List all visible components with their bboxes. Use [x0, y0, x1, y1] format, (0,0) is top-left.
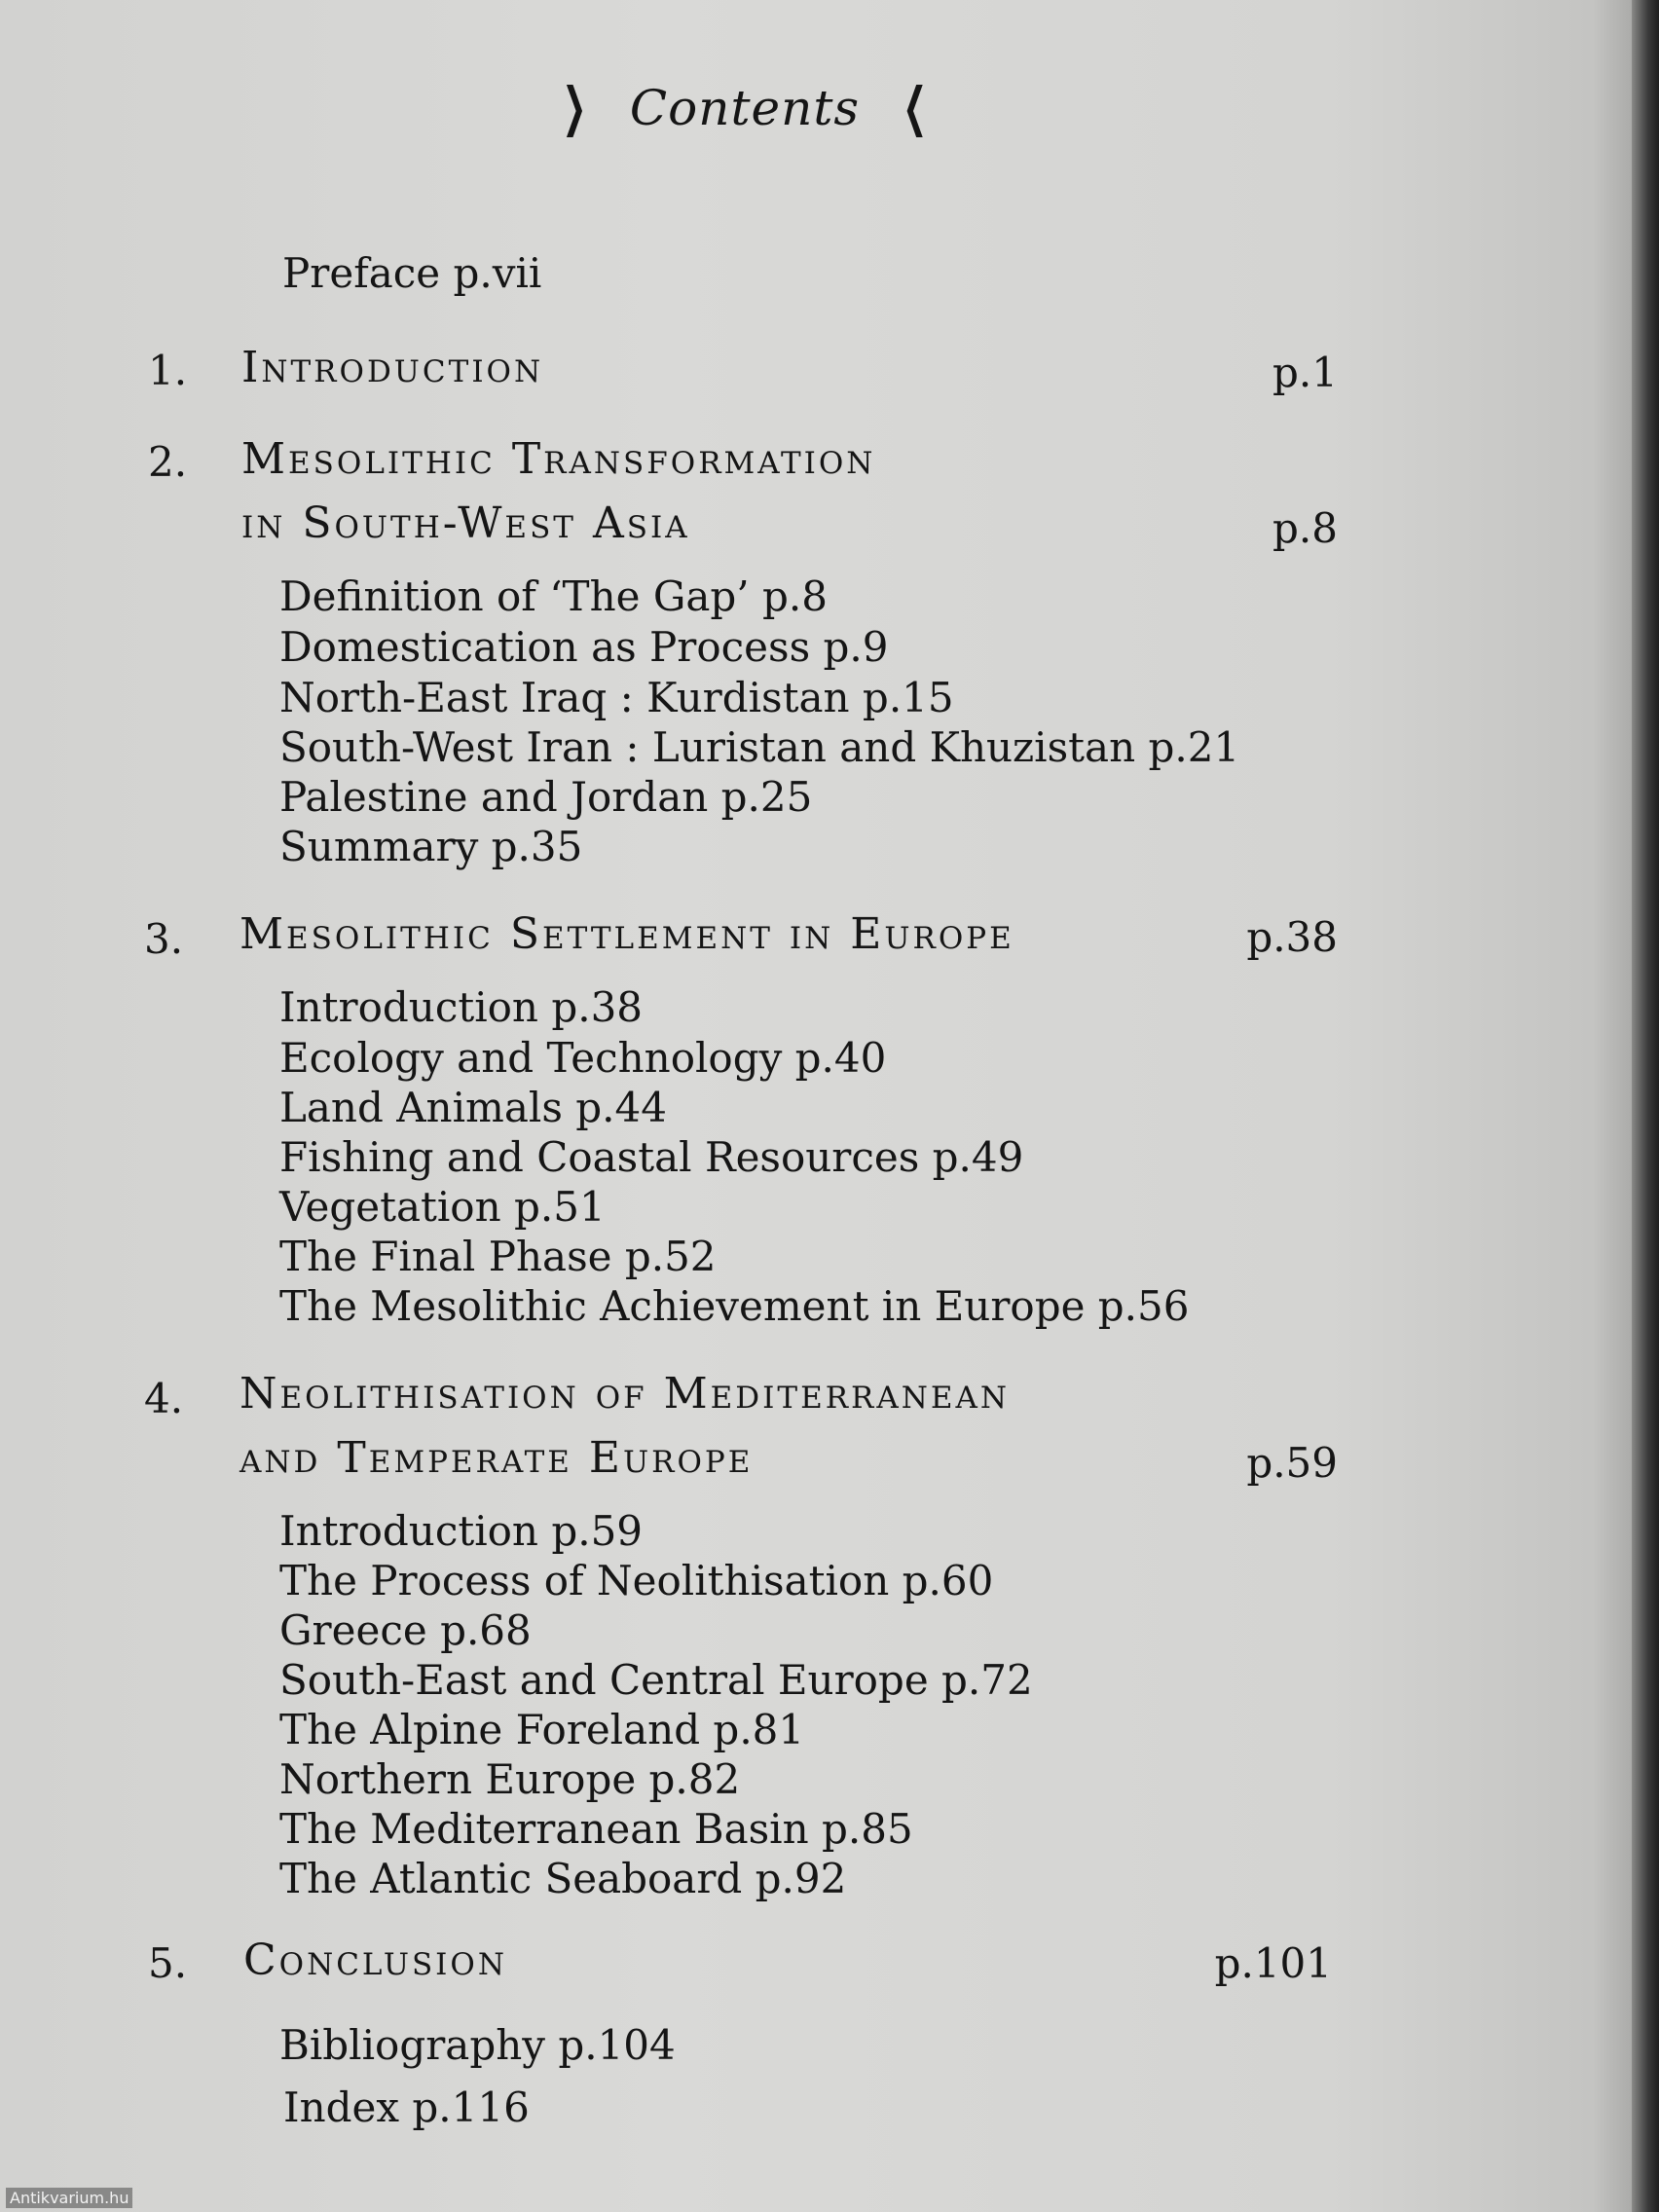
back-matter-entry: Bibliography p.104 [279, 2021, 676, 2069]
chapter-page: p.59 [1246, 1439, 1338, 1487]
chevron-right-icon: ❯ [562, 76, 587, 137]
watermark: Antikvarium.hu [6, 2188, 132, 2208]
section-entry: South-West Iran : Luristan and Khuzistan p.21 [279, 723, 1240, 771]
title-text: Contents [629, 80, 861, 136]
section-entry: The Alpine Foreland p.81 [279, 1706, 805, 1753]
section-entry: South-East and Central Europe p.72 [279, 1656, 1033, 1704]
section-entry: The Process of Neolithisation p.60 [279, 1557, 994, 1604]
section-entry: Introduction p.38 [279, 983, 644, 1031]
section-entry: The Final Phase p.52 [279, 1233, 717, 1280]
chapter-title-line-2: in South-West Asia [241, 498, 690, 548]
section-entry: Definition of ‘The Gap’ p.8 [279, 572, 828, 620]
section-entry: Fishing and Coastal Resources p.49 [279, 1133, 1024, 1181]
section-entry: Greece p.68 [279, 1606, 532, 1654]
chapter-number: 5. [148, 1939, 188, 1987]
page-title [0, 76, 1490, 137]
chapter-number: 4. [144, 1375, 184, 1422]
chapter-title: Introduction [241, 343, 544, 392]
section-entry: Domestication as Process p.9 [279, 623, 889, 671]
chapter-title: Mesolithic Transformation [241, 434, 876, 484]
chapter-number: 1. [148, 347, 188, 394]
chevron-left-icon: ❮ [903, 76, 928, 137]
section-entry: Introduction p.59 [279, 1507, 644, 1555]
section-entry: Palestine and Jordan p.25 [279, 773, 813, 821]
chapter-title: Conclusion [243, 1936, 507, 1985]
back-matter-entry: Index p.116 [283, 2083, 530, 2131]
section-entry: Vegetation p.51 [279, 1183, 606, 1231]
section-entry: Land Animals p.44 [279, 1084, 667, 1131]
preface-entry: Preface p.vii [282, 249, 542, 297]
chapter-page: p.38 [1246, 913, 1338, 961]
chapter-number: 3. [144, 915, 184, 963]
chapter-page: p.1 [1272, 349, 1338, 396]
section-entry: Northern Europe p.82 [279, 1755, 741, 1803]
section-entry: The Atlantic Seaboard p.92 [279, 1855, 847, 1902]
section-entry: Summary p.35 [279, 823, 583, 870]
section-entry: North-East Iraq : Kurdistan p.15 [279, 674, 954, 721]
chapter-title: Neolithisation of Mediterranean [240, 1369, 1011, 1419]
section-entry: The Mediterranean Basin p.85 [279, 1805, 913, 1853]
chapter-page: p.101 [1214, 1939, 1332, 1987]
section-entry: Ecology and Technology p.40 [279, 1034, 887, 1082]
section-entry: The Mesolithic Achievement in Europe p.56 [279, 1282, 1190, 1330]
chapter-title-line-2: and Temperate Europe [240, 1433, 754, 1483]
chapter-page: p.8 [1272, 504, 1338, 552]
chapter-title: Mesolithic Settlement in Europe [240, 909, 1014, 959]
chapter-number: 2. [148, 438, 188, 486]
page-edge-shadow [1632, 0, 1659, 2212]
